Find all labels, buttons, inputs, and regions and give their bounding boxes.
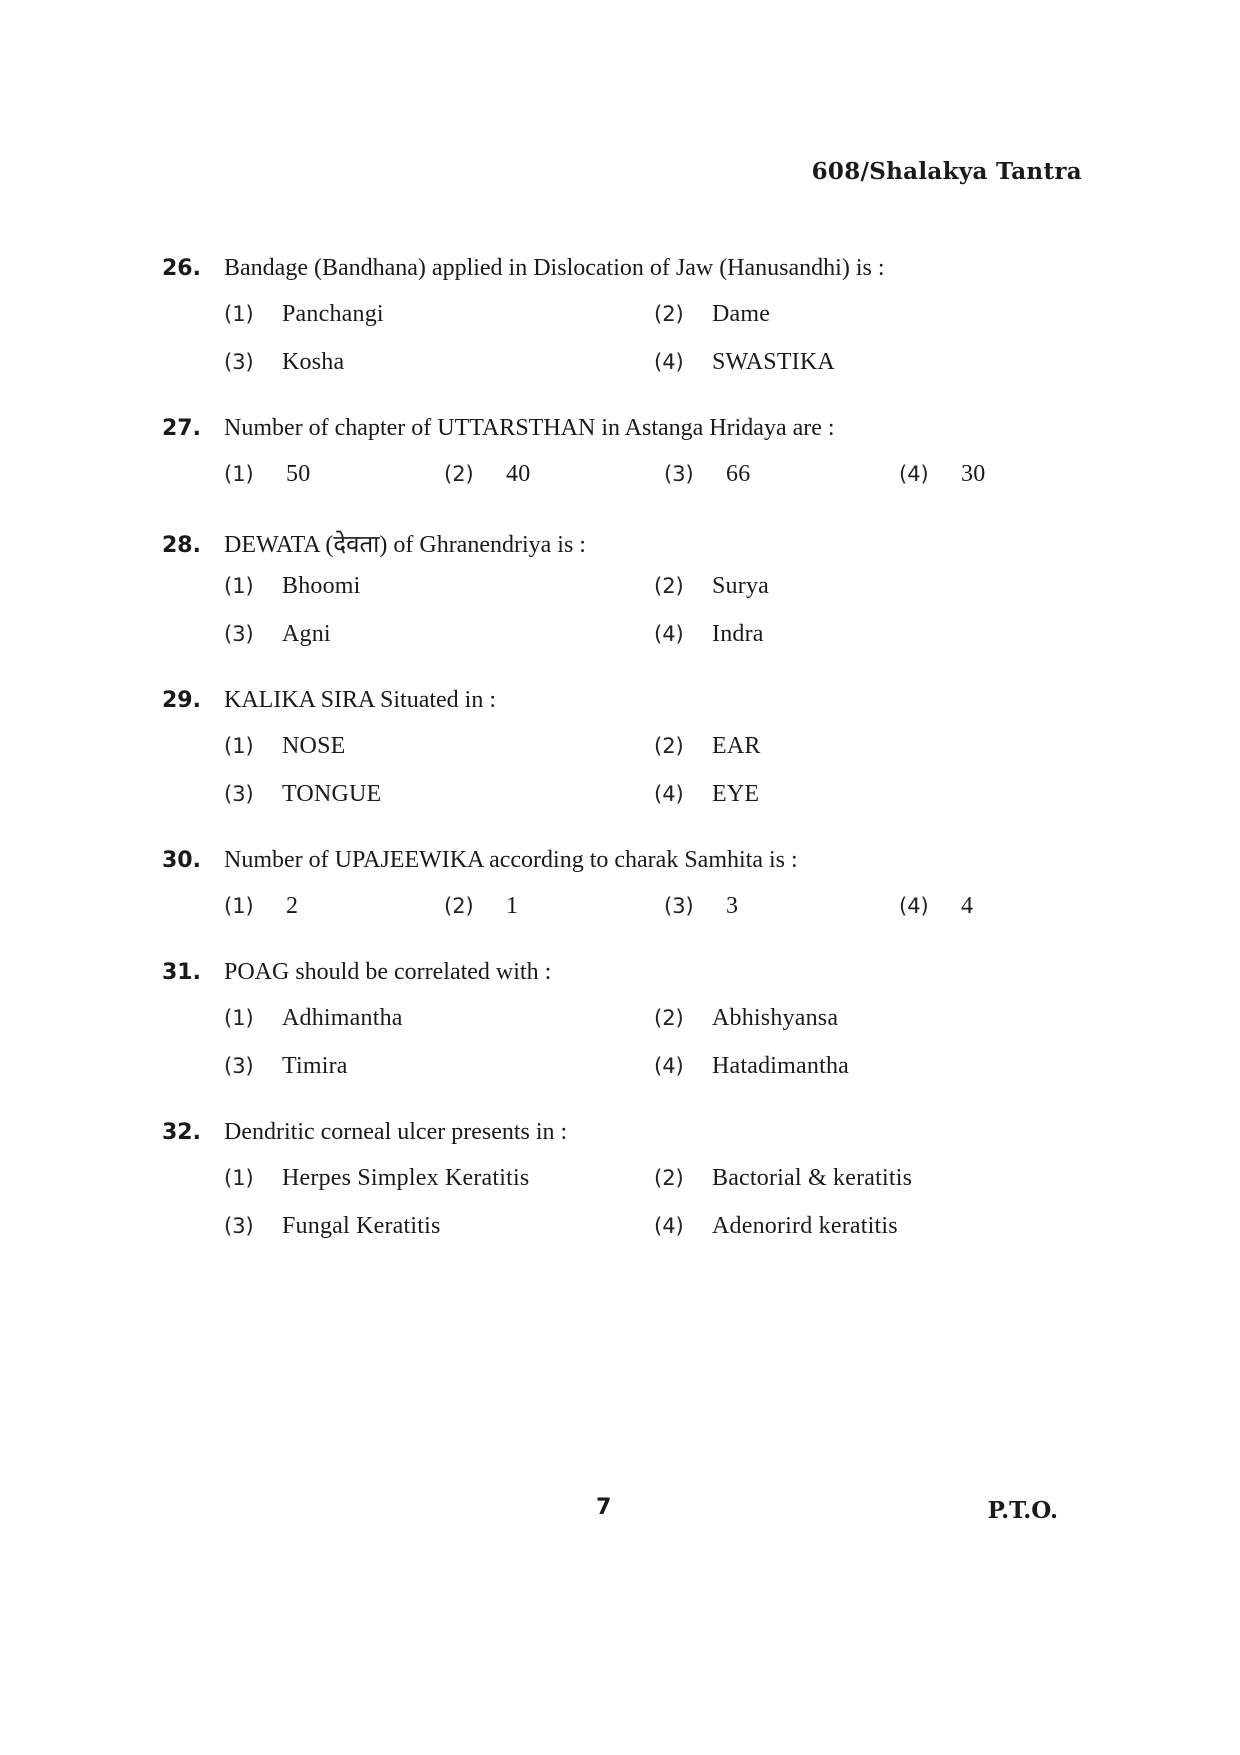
option-text: 66 — [726, 461, 751, 487]
question-stem — [162, 687, 1092, 723]
question-number: 31. — [162, 960, 201, 985]
question-text: Number of UPAJEEWIKA according to charak Samhita is : — [224, 847, 798, 873]
option-4 — [899, 461, 1099, 497]
option-label: (4) — [654, 350, 684, 374]
option-3 — [224, 621, 654, 657]
option-4 — [654, 781, 1094, 817]
question-number: 32. — [162, 1120, 201, 1145]
option-label: (2) — [654, 1006, 684, 1030]
option-label: (4) — [654, 622, 684, 646]
option-label: (3) — [664, 462, 694, 486]
option-3 — [224, 1213, 654, 1249]
option-text: Panchangi — [282, 301, 384, 327]
pto-label: P.T.O. — [987, 1497, 1058, 1524]
question-list — [162, 255, 1092, 1279]
option-label: (1) — [224, 1006, 254, 1030]
option-text: 3 — [726, 893, 739, 919]
option-1 — [224, 733, 654, 769]
option-1 — [224, 573, 654, 609]
question-29 — [162, 687, 1092, 817]
option-text: Bhoomi — [282, 573, 361, 599]
option-2 — [654, 733, 1094, 769]
option-text: 1 — [506, 893, 519, 919]
option-label: (1) — [224, 574, 254, 598]
option-text: Adhimantha — [282, 1005, 403, 1031]
option-4 — [654, 621, 1094, 657]
option-label: (3) — [224, 782, 254, 806]
option-label: (3) — [224, 1214, 254, 1238]
option-label: (2) — [444, 894, 474, 918]
question-stem — [162, 1119, 1092, 1155]
option-label: (2) — [654, 1166, 684, 1190]
option-text: EAR — [712, 733, 761, 759]
question-text: POAG should be correlated with : — [224, 959, 552, 985]
question-31 — [162, 959, 1092, 1089]
option-list — [224, 1165, 1092, 1249]
question-number: 26. — [162, 256, 201, 281]
option-text: SWASTIKA — [712, 349, 835, 375]
question-26 — [162, 255, 1092, 385]
option-text: 50 — [286, 461, 311, 487]
option-label: (4) — [654, 1054, 684, 1078]
question-number: 30. — [162, 848, 201, 873]
option-label: (2) — [654, 734, 684, 758]
option-label: (1) — [224, 462, 254, 486]
option-label: (1) — [224, 302, 254, 326]
question-30 — [162, 847, 1092, 929]
option-text: Indra — [712, 621, 764, 647]
option-2 — [444, 461, 664, 497]
question-text: KALIKA SIRA Situated in : — [224, 687, 497, 713]
option-4 — [654, 1213, 1094, 1249]
option-2 — [654, 573, 1094, 609]
option-3 — [664, 461, 899, 497]
question-number: 29. — [162, 688, 201, 713]
question-number: 27. — [162, 416, 201, 441]
option-1 — [224, 1005, 654, 1041]
question-stem — [162, 527, 1092, 563]
option-text: 30 — [961, 461, 986, 487]
option-2 — [654, 1165, 1094, 1201]
page-number: 7 — [596, 1495, 612, 1520]
question-stem — [162, 959, 1092, 995]
option-text: Surya — [712, 573, 769, 599]
option-text: EYE — [712, 781, 760, 807]
option-1 — [224, 1165, 654, 1201]
question-number: 28. — [162, 533, 201, 558]
option-label: (1) — [224, 894, 254, 918]
option-label: (4) — [654, 782, 684, 806]
question-stem — [162, 415, 1092, 451]
option-1 — [224, 893, 444, 929]
option-text: NOSE — [282, 733, 346, 759]
question-32 — [162, 1119, 1092, 1249]
option-label: (3) — [224, 622, 254, 646]
option-text: 4 — [961, 893, 974, 919]
option-2 — [444, 893, 664, 929]
option-list — [224, 573, 1092, 657]
option-list — [224, 893, 1092, 929]
option-3 — [224, 349, 654, 385]
question-stem — [162, 847, 1092, 883]
question-text: Dendritic corneal ulcer presents in : — [224, 1119, 568, 1145]
option-label: (4) — [899, 894, 929, 918]
paper-code-header: 608/Shalakya Tantra — [811, 158, 1082, 185]
option-text: 2 — [286, 893, 299, 919]
option-label: (2) — [654, 302, 684, 326]
option-list — [224, 733, 1092, 817]
option-label: (4) — [654, 1214, 684, 1238]
option-label: (2) — [444, 462, 474, 486]
question-stem — [162, 255, 1092, 291]
question-27 — [162, 415, 1092, 497]
option-text: TONGUE — [282, 781, 382, 807]
option-label: (2) — [654, 574, 684, 598]
option-text: Adenorird keratitis — [712, 1213, 898, 1239]
option-text: 40 — [506, 461, 531, 487]
option-label: (3) — [224, 350, 254, 374]
option-label: (1) — [224, 734, 254, 758]
option-text: Kosha — [282, 349, 345, 375]
option-4 — [899, 893, 1099, 929]
option-text: Dame — [712, 301, 771, 327]
option-label: (3) — [664, 894, 694, 918]
option-4 — [654, 349, 1094, 385]
option-text: Abhishyansa — [712, 1005, 839, 1031]
option-text: Hatadimantha — [712, 1053, 850, 1079]
option-label: (3) — [224, 1054, 254, 1078]
option-list — [224, 1005, 1092, 1089]
option-text: Fungal Keratitis — [282, 1213, 441, 1239]
option-list — [224, 301, 1092, 385]
option-2 — [654, 1005, 1094, 1041]
option-1 — [224, 301, 654, 337]
option-4 — [654, 1053, 1094, 1089]
option-3 — [224, 1053, 654, 1089]
option-2 — [654, 301, 1094, 337]
option-label: (4) — [899, 462, 929, 486]
option-text: Agni — [282, 621, 331, 647]
option-text: Timira — [282, 1053, 348, 1079]
question-text: Bandage (Bandhana) applied in Dislocation of Jaw (Hanusandhi) is : — [224, 255, 885, 281]
option-text: Bactorial & keratitis — [712, 1165, 913, 1191]
question-text: DEWATA (देवता) of Ghranendriya is : — [224, 532, 586, 558]
option-1 — [224, 461, 444, 497]
option-list — [224, 461, 1092, 497]
option-text: Herpes Simplex Keratitis — [282, 1165, 530, 1191]
option-3 — [664, 893, 899, 929]
option-label: (1) — [224, 1166, 254, 1190]
option-3 — [224, 781, 654, 817]
question-28 — [162, 527, 1092, 657]
question-text: Number of chapter of UTTARSTHAN in Astanga Hridaya are : — [224, 415, 835, 441]
